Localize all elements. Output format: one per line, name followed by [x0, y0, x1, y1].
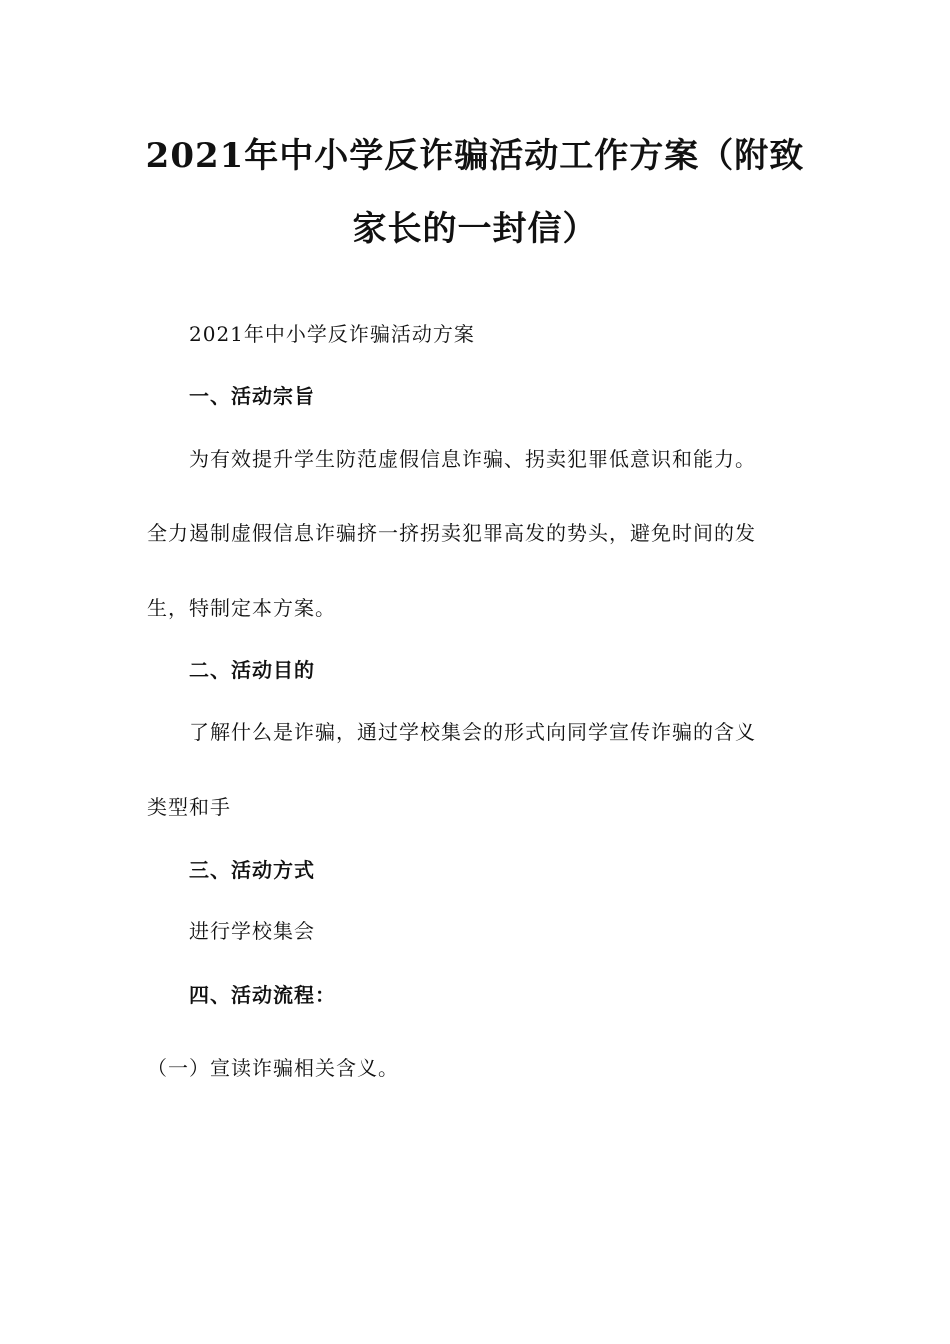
plan-subtitle: 2021年中小学反诈骗活动方案: [189, 322, 475, 346]
section-1-paragraph-line-3: 生，特制定本方案。: [147, 596, 336, 620]
section-1-heading: 一、活动宗旨: [189, 384, 315, 408]
section-1-paragraph-line-2: 全力遏制虚假信息诈骗挤一挤拐卖犯罪高发的势头，避免时间的发: [147, 521, 756, 545]
section-4-heading: 四、活动流程：: [189, 983, 336, 1007]
section-1-paragraph-line-1: 为有效提升学生防范虚假信息诈骗、拐卖犯罪低意识和能力。: [189, 447, 756, 471]
document-title-line-2: 家长的一封信）: [352, 209, 598, 249]
section-3-heading: 三、活动方式: [189, 858, 315, 882]
section-2-paragraph-line-1: 了解什么是诈骗，通过学校集会的形式向同学宣传诈骗的含义: [189, 720, 756, 744]
section-2-heading: 二、活动目的: [189, 658, 315, 682]
section-2-paragraph-line-2: 类型和手: [147, 795, 231, 819]
document-title-line-1: 2021年中小学反诈骗活动工作方案（附致: [145, 136, 805, 176]
section-4-item-1: （一）宣读诈骗相关含义。: [147, 1056, 399, 1080]
section-3-paragraph-line-1: 进行学校集会: [189, 919, 315, 943]
